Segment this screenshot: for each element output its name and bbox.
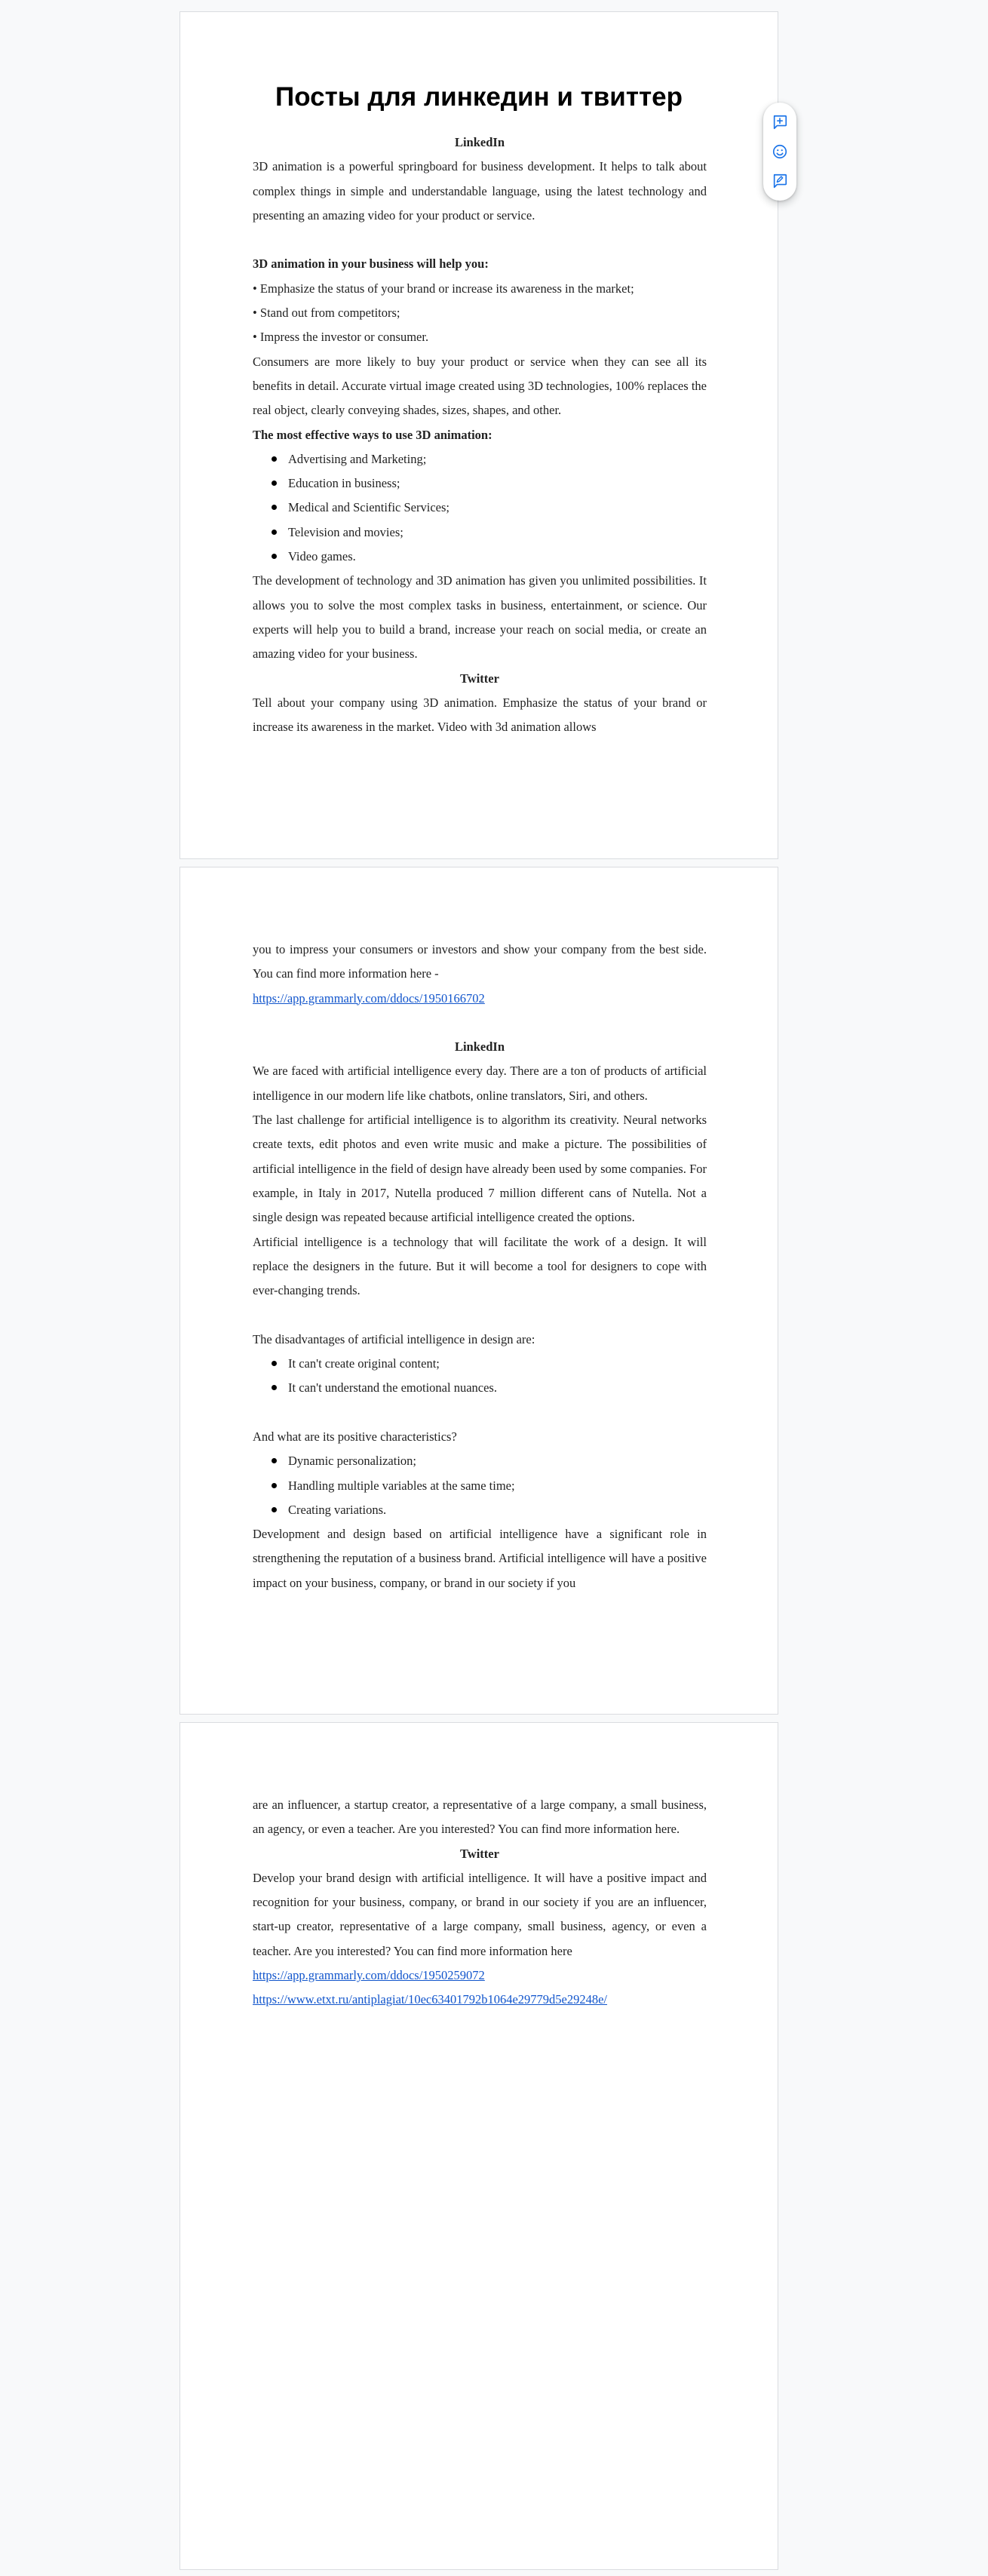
add-comment-button[interactable] [769,111,791,134]
side-action-toolbar [763,103,796,201]
list-item: It can't create original content; [288,1352,707,1376]
list-item: It can't understand the emotional nuances. [288,1376,707,1400]
bullet-list [253,1352,707,1401]
list-item: Video games. [288,545,707,569]
bullet-list [253,1449,707,1522]
page-1-content[interactable] [253,130,707,739]
paragraph: are an influencer, a startup creator, a representative of a large company, a small business, an agency, or even a teacher. Are you interested? You can find more information here. [253,1798,707,1837]
list-item: Television and movies; [288,520,707,545]
page-3-content[interactable] [253,1793,707,2013]
paragraph: The development of technology and 3D animation has given you unlimited possibilities. It allows you to solve the most complex tasks in business, entertainment, or science. Our experts will help you to build a brand, increase your reach on social media, or create an amazing video for your business. [253,573,707,662]
emoji-reaction-icon [772,143,788,160]
paragraph: We are faced with artificial intelligence every day. There are a ton of products of artificial intelligence in our modern life like chatbots, online translators, Siri, and others. [253,1064,707,1103]
section-heading: 3D animation in your business will help you: [253,256,489,272]
grammarly-link[interactable]: https://app.grammarly.com/ddocs/1950166702 [253,990,485,1006]
list-item: Education in business; [288,471,707,496]
list-item: Dynamic personalization; [288,1449,707,1473]
document-page-1[interactable] [179,11,778,859]
bullet-list [253,447,707,569]
paragraph: Development and design based on artificial intelligence have a significant role in strengthening the reputation of a business brand. Artificial intelligence will have a positive impact on your business, company, or brand in our society if you [253,1527,707,1590]
antiplagiat-link[interactable]: https://www.etxt.ru/antiplagiat/10ec63401792b1064e29779d5e29248e/ [253,1992,608,2007]
list-item: • Stand out from competitors; [253,305,400,321]
paragraph: The last challenge for artificial intelligence is to algorithm its creativity. Neural networks create texts, edit photos and even write music and make a picture. The possibilities of artificial intelligence in the field of design have already been used by some companies. For example, in Italy in 2017, Nutella produced 7 million different cans of Nutella. Not a single design was repeated because artificial intelligence created the options. [253,1113,707,1225]
list-item: • Impress the investor or consumer. [253,330,429,345]
section-heading: The most effective ways to use 3D animation: [253,427,492,442]
list-item: Medical and Scientific Services; [288,496,707,520]
section-heading: The disadvantages of artificial intelligence in design are: [253,1331,535,1346]
paragraph: 3D animation is a powerful springboard for business development. It helps to talk about complex things in simple and understandable language, using the latest technology and presenting an amazing video for your product or service. [253,159,707,223]
paragraph: Develop your brand design with artificial intelligence. It will have a positive impact and recognition for your business, company, or brand in our society if you are an influencer, start-up creator, representative of a large company, small business, agency, or even a teacher. Are you interested? You can find more information here [253,1870,707,1958]
grammarly-link[interactable]: https://app.grammarly.com/ddocs/1950259072 [253,1968,485,1983]
paragraph: Artificial intelligence is a technology that will facilitate the work of a design. It will replace the designers in the future. But it will become a tool for designers to cope with ever-changing trends. [253,1234,707,1298]
linkedin-heading: LinkedIn [454,135,505,149]
list-item: • Emphasize the status of your brand or increase its awareness in the market; [253,281,634,296]
paragraph: Consumers are more likely to buy your product or service when they can see all its benefits in detail. Accurate virtual image created using 3D technologies, 100% replaces the real object, clearly conveying shades, sizes, shapes, and other. [253,354,707,418]
list-item: Advertising and Marketing; [288,447,707,471]
page-2-content[interactable] [253,938,707,1595]
list-item: Creating variations. [288,1498,707,1522]
document-title: Посты для линкедин и твиттер [275,82,683,112]
list-item: Handling multiple variables at the same time; [288,1474,707,1498]
linkedin-heading: LinkedIn [454,1039,505,1055]
document-page-3[interactable] [179,1722,778,2570]
add-comment-icon [772,114,788,130]
paragraph: Tell about your company using 3D animation. Emphasize the status of your brand or increase its awareness in the market. Video with 3d animation allows [253,695,707,735]
section-heading: And what are its positive characteristics? [253,1429,457,1444]
twitter-heading: Twitter [460,1846,499,1861]
emoji-reaction-button[interactable] [769,140,791,163]
suggest-edit-button[interactable] [769,170,791,192]
document-page-2[interactable] [179,867,778,1715]
paragraph: you to impress your consumers or investors and show your company from the best side. You can find more information here - [253,942,707,981]
twitter-heading: Twitter [460,671,499,686]
suggest-edit-icon [772,173,788,189]
